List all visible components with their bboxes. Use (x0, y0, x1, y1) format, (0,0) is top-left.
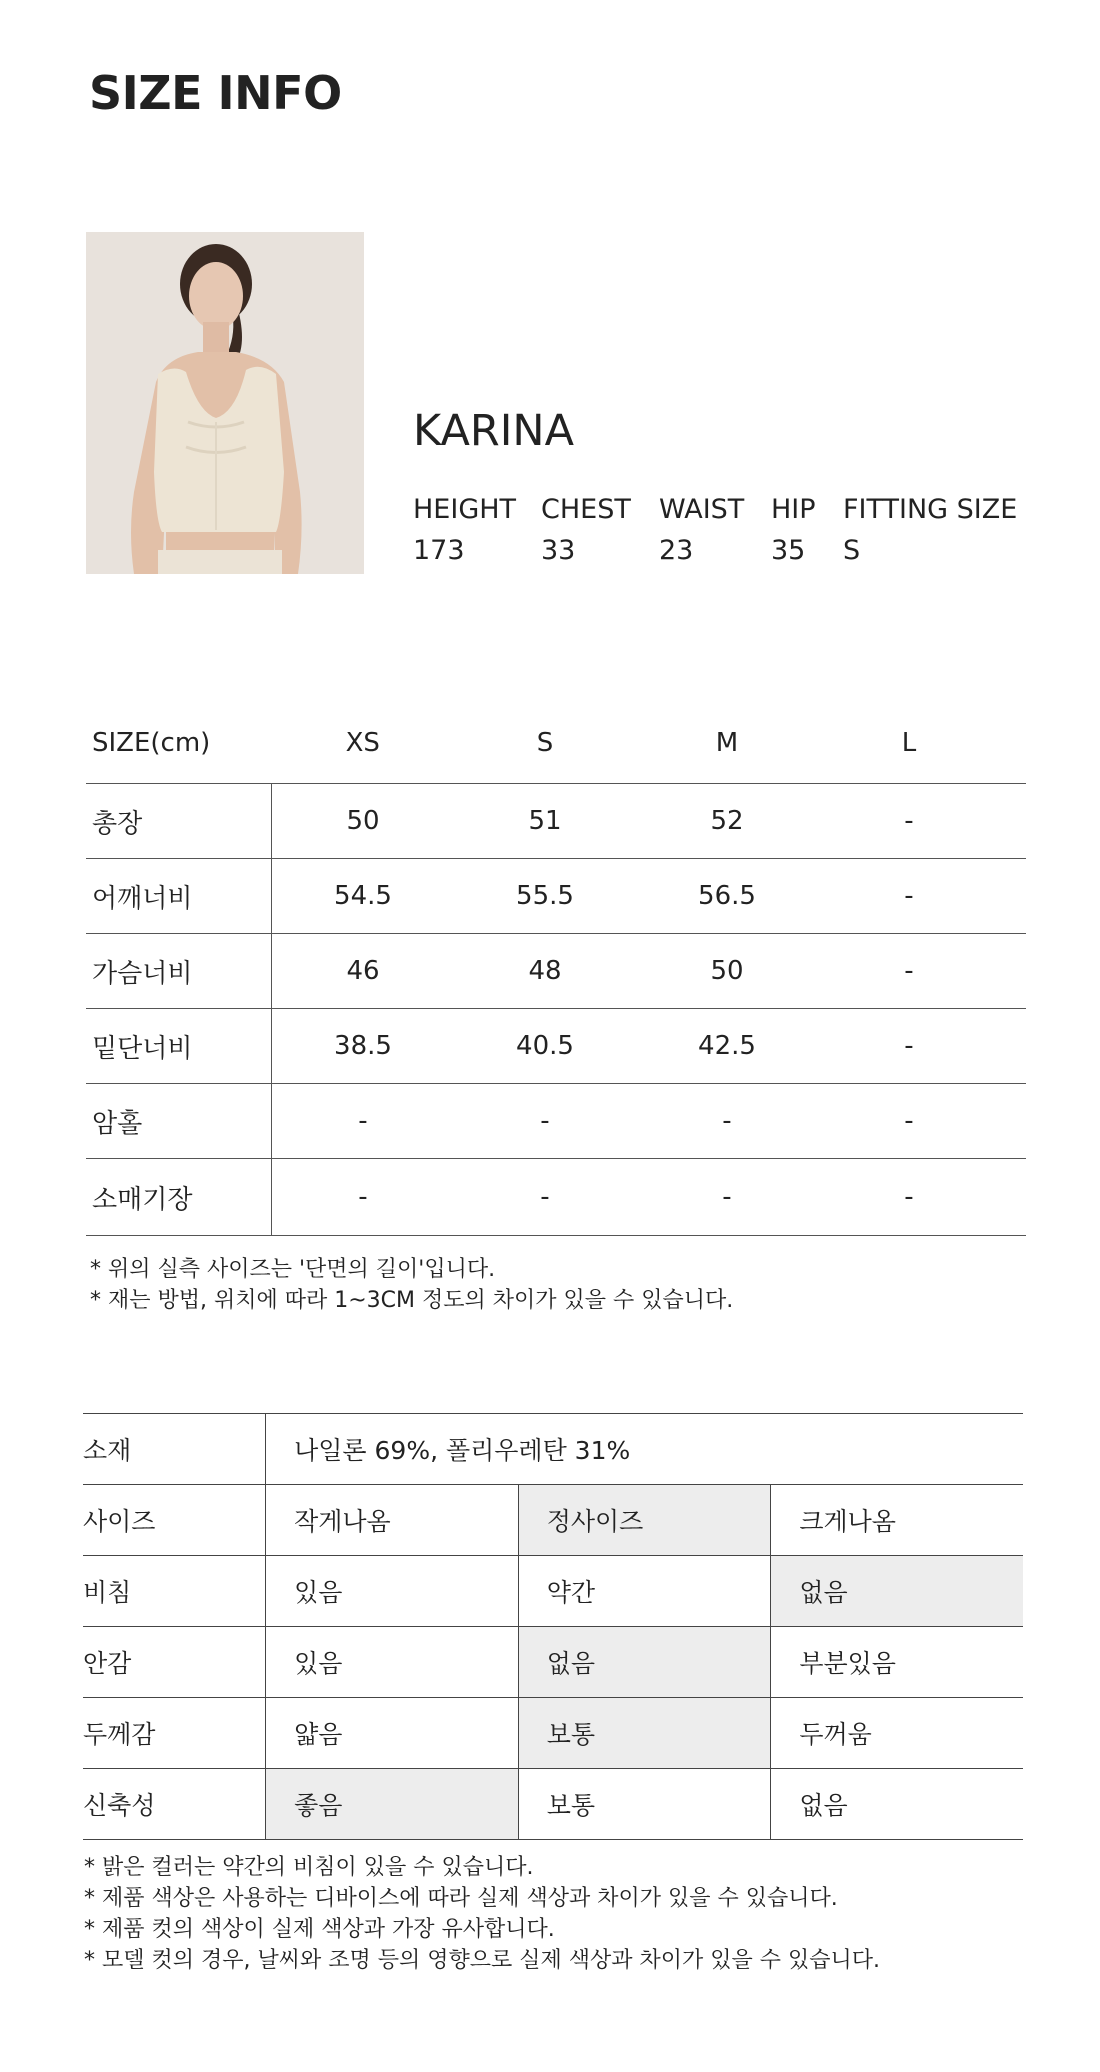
stat-fitting-size (843, 494, 1023, 566)
row-label: 소매기장 (86, 1159, 272, 1236)
fit-option-selected: 정사이즈 (518, 1485, 771, 1556)
cell: 40.5 (454, 1009, 636, 1084)
stat-hip (771, 494, 843, 566)
stat-value: 35 (771, 535, 806, 566)
stat-label: FITTING SIZE (843, 494, 1018, 525)
table-row (86, 1084, 1026, 1159)
cell: - (818, 934, 1000, 1009)
stat-label: CHEST (541, 494, 631, 525)
cell: - (272, 1084, 455, 1159)
cell: - (454, 1159, 636, 1236)
measurement-notes (90, 1254, 733, 1316)
cell: - (818, 1159, 1000, 1236)
stat-value: 23 (659, 535, 694, 566)
table-spacer (1000, 934, 1026, 1009)
size-header-label: SIZE(cm) (92, 728, 211, 758)
cell: 52 (636, 784, 818, 859)
table-row (83, 1485, 1023, 1556)
fit-option-selected: 좋음 (266, 1769, 519, 1840)
page-title: SIZE INFO (89, 66, 342, 120)
stat-label: WAIST (659, 494, 745, 525)
cell: 51 (454, 784, 636, 859)
fit-option-selected: 없음 (518, 1627, 771, 1698)
fit-option: 있음 (266, 1556, 519, 1627)
row-label: 안감 (83, 1627, 266, 1698)
stat-height (413, 494, 541, 566)
note-line: * 밝은 컬러는 약간의 비침이 있을 수 있습니다. (84, 1855, 534, 1880)
model-stats (413, 494, 1023, 566)
cell: 54.5 (272, 859, 455, 934)
row-label: 소재 (83, 1414, 266, 1485)
stat-label: HEIGHT (413, 494, 517, 525)
note-line: * 제품 컷의 색상이 실제 색상과 가장 유사합니다. (84, 1917, 555, 1942)
cell: - (818, 1084, 1000, 1159)
cell: 38.5 (272, 1009, 455, 1084)
stat-chest (541, 494, 659, 566)
row-label: 두께감 (83, 1698, 266, 1769)
cell: - (818, 784, 1000, 859)
row-label: 비침 (83, 1556, 266, 1627)
size-header-l: L (901, 728, 917, 758)
table-row (83, 1414, 1023, 1485)
row-label: 가슴너비 (86, 934, 272, 1009)
table-row (86, 859, 1026, 934)
model-photo (86, 232, 364, 574)
note-line: * 재는 방법, 위치에 따라 1~3CM 정도의 차이가 있을 수 있습니다. (90, 1288, 734, 1313)
table-row (86, 1009, 1026, 1084)
row-label: 신축성 (83, 1769, 266, 1840)
model-illustration (86, 232, 364, 574)
material-value: 나일론 69%, 폴리우레탄 31% (266, 1414, 1023, 1485)
fit-option: 작게나옴 (266, 1485, 519, 1556)
model-name: KARINA (413, 406, 574, 456)
table-spacer (1000, 1084, 1026, 1159)
stat-value: S (843, 535, 861, 566)
table-spacer (1000, 784, 1026, 859)
fit-option: 두꺼움 (771, 1698, 1023, 1769)
cell: - (636, 1159, 818, 1236)
table-spacer (1000, 1009, 1026, 1084)
size-header-s: S (536, 728, 554, 758)
row-label: 사이즈 (83, 1485, 266, 1556)
table-row (86, 1159, 1026, 1236)
fit-option: 보통 (518, 1769, 771, 1840)
note-line: * 제품 색상은 사용하는 디바이스에 따라 실제 색상과 차이가 있을 수 있습니다. (84, 1886, 838, 1911)
table-row (83, 1698, 1023, 1769)
fit-option: 부분있음 (771, 1627, 1023, 1698)
table-spacer (1000, 712, 1026, 784)
cell: - (454, 1084, 636, 1159)
stat-label: HIP (771, 494, 816, 525)
fit-option: 없음 (771, 1769, 1023, 1840)
size-table-header (86, 712, 1026, 784)
table-row (83, 1769, 1023, 1840)
fit-option-selected: 보통 (518, 1698, 771, 1769)
cell: 50 (636, 934, 818, 1009)
fit-option: 약간 (518, 1556, 771, 1627)
table-row (86, 784, 1026, 859)
fit-option-selected: 없음 (771, 1556, 1023, 1627)
table-spacer (1000, 859, 1026, 934)
size-table (86, 712, 1026, 1236)
cell: 50 (272, 784, 455, 859)
color-notes (84, 1852, 880, 1976)
row-label: 암홀 (86, 1084, 272, 1159)
cell: 42.5 (636, 1009, 818, 1084)
row-label: 밑단너비 (86, 1009, 272, 1084)
cell: - (272, 1159, 455, 1236)
fit-option: 있음 (266, 1627, 519, 1698)
note-line: * 모델 컷의 경우, 날씨와 조명 등의 영향으로 실제 색상과 차이가 있을 수 있습니다. (84, 1948, 880, 1973)
row-label: 총장 (86, 784, 272, 859)
table-row (83, 1627, 1023, 1698)
table-spacer (1000, 1159, 1026, 1236)
stat-value: 173 (413, 535, 465, 566)
cell: - (636, 1084, 818, 1159)
fit-option: 크게나옴 (771, 1485, 1023, 1556)
cell: 55.5 (454, 859, 636, 934)
size-header-m: M (715, 728, 739, 758)
cell: 48 (454, 934, 636, 1009)
row-label: 어깨너비 (86, 859, 272, 934)
table-row (83, 1556, 1023, 1627)
fit-option: 얇음 (266, 1698, 519, 1769)
cell: 46 (272, 934, 455, 1009)
table-row (86, 934, 1026, 1009)
cell: 56.5 (636, 859, 818, 934)
stat-value: 33 (541, 535, 576, 566)
stat-waist (659, 494, 771, 566)
note-line: * 위의 실측 사이즈는 '단면의 길이'입니다. (90, 1257, 496, 1282)
cell: - (818, 859, 1000, 934)
cell: - (818, 1009, 1000, 1084)
size-header-xs: XS (345, 728, 380, 758)
fit-table (83, 1413, 1023, 1840)
